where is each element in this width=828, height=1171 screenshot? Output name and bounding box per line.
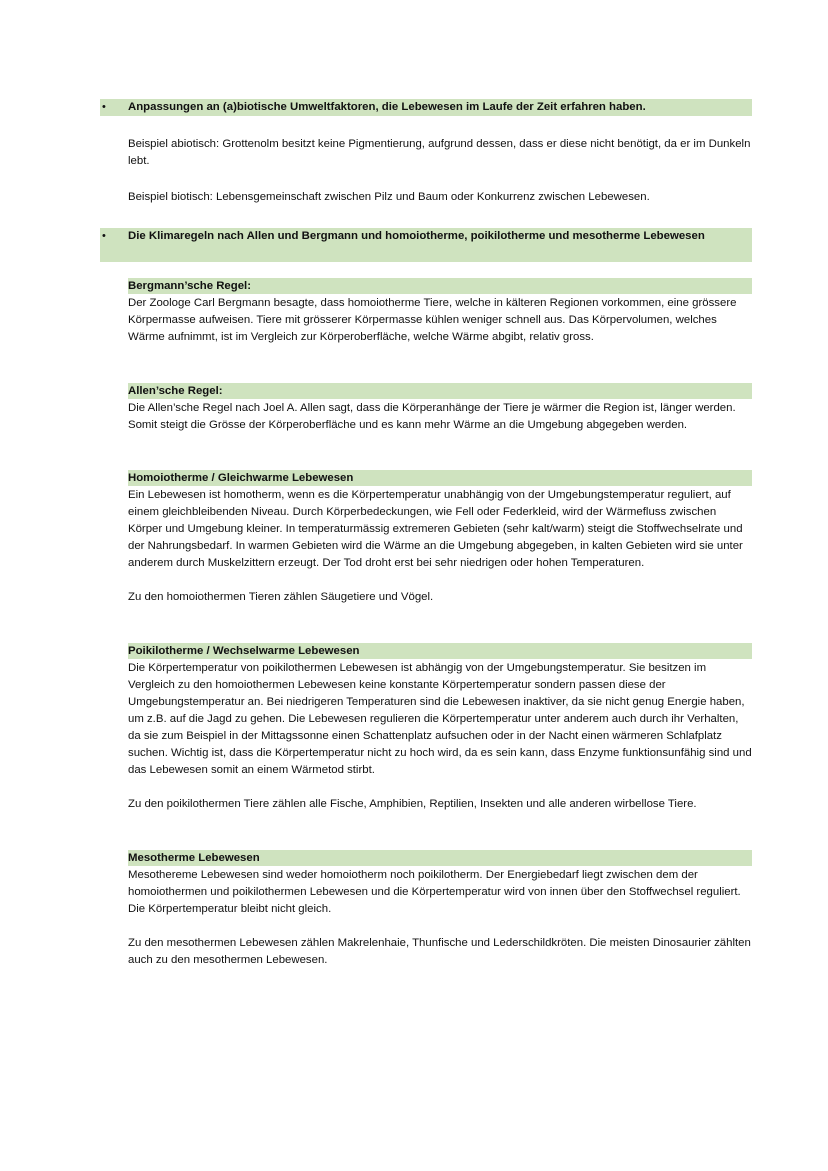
bullet-icon: • (102, 101, 106, 113)
section-heading-climate-rules (100, 228, 752, 245)
section-heading-adaptations (100, 99, 752, 116)
bullet-icon: • (102, 230, 106, 242)
paragraph-text: Die Körpertemperatur von poikilothermen Lebewesen ist abhängig von der Umgebungstemperatur. Sie besitzen im Vergleich zu den homoiothermen Lebewesen keine konstante Körpertemperatur sondern passen diese der Umgebungstemperatur an. Bei niedrigeren Temperaturen sind die Lebewesen inaktiver, da sie nicht genug Energie haben, um z.B. auf die Jagd zu gehen. Die Lebewesen regulieren die Körpertemperatur unter anderem auch durch ihr Verhalten, da sie zum Beispiel in der Mittagssonne einen Schattenplatz aufsuchen oder in der Nacht einen wärmeren Schlafplatz suchen. Wichtig ist, dass die Körpertemperatur nicht zu hoch wird, da es sein kann, dass Enzyme funktionsunfähig sind und das Lebewesen somit an einem Wärmetod stirbt. (128, 662, 752, 776)
paragraph-biotic-example (128, 189, 752, 206)
paragraph-abiotic-example (128, 136, 752, 170)
paragraph-examples: Zu den poikilothermen Tiere zählen alle Fische, Amphibien, Reptilien, Insekten und alle anderen wirbellose Tiere. (128, 798, 697, 810)
section-homoiotherm (128, 470, 752, 606)
subheading-homoiotherm: Homoiotherme / Gleichwarme Lebewesen (128, 470, 752, 486)
section-mesotherm (128, 850, 752, 969)
heading-text: Anpassungen an (a)biotische Umweltfaktoren, die Lebewesen im Laufe der Zeit erfahren haben. (128, 101, 646, 113)
section-poikilotherm (128, 643, 752, 813)
paragraph-text: Beispiel abiotisch: Grottenolm besitzt keine Pigmentierung, aufgrund dessen, dass er diese nicht benötigt, da er im Dunkeln lebt. (128, 138, 751, 167)
paragraph-text: Der Zoologe Carl Bergmann besagte, dass homoiotherme Tiere, welche in kälteren Regionen vorkommen, eine grössere Körpermasse aufweisen. Tiere mit grösserer Körpermasse kühlen weniger schnell aus. Das Körpervolumen, welches Wärme aufnimmt, ist im Vergleich zur Körperoberfläche, welche Wärme abgibt, relativ gross. (128, 297, 737, 343)
section-bergmann-rule (128, 278, 752, 346)
paragraph-text: Ein Lebewesen ist homotherm, wenn es die Körpertemperatur unabhängig von der Umgebungstemperatur reguliert, auf einem gleichbleibenden Niveau. Durch Körperbedeckungen, wie Fell oder Federkleid, wird der Wärmefluss zwischen Körper und Umgebung kleiner. In temperaturmässig extremeren Gebieten (sehr kalt/warm) steigt die Stoffwechselrate und der Nahrungsbedarf. In warmen Gebieten wird die Wärme an die Umgebung abgegeben, in kalten Gebieten wird sie unter anderem durch Muskelzittern erzeugt. Der Tod droht erst bei sehr niedrigen oder hohen Temperaturen. (128, 489, 743, 569)
heading-text: Die Klimaregeln nach Allen und Bergmann und homoiotherme, poikilotherme und mesotherme Lebewesen (128, 230, 705, 242)
paragraph-text: Die Allen’sche Regel nach Joel A. Allen sagt, dass die Körperanhänge der Tiere je wärmer die Region ist, länger werden. Somit steigt die Grösse der Körperoberfläche und es kann mehr Wärme an die Umgebung abgegeben werden. (128, 402, 736, 431)
subheading-allen: Allen’sche Regel: (128, 383, 752, 399)
paragraph-text: Beispiel biotisch: Lebensgemeinschaft zwischen Pilz und Baum oder Konkurrenz zwischen Lebewesen. (128, 191, 650, 203)
subheading-bergmann: Bergmann’sche Regel: (128, 278, 752, 294)
section-allen-rule (128, 383, 752, 434)
paragraph-text: Mesothereme Lebewesen sind weder homoiotherm noch poikilotherm. Der Energiebedarf liegt zwischen dem der homoiothermen und poikilothermen Lebewesen und die Körpertemperatur wird von innen über den Stoffwechsel reguliert. Die Körpertemperatur bleibt nicht gleich. (128, 869, 741, 915)
paragraph-examples: Zu den mesothermen Lebewesen zählen Makrelenhaie, Thunfische und Lederschildkröten. Die meisten Dinosaurier zählten auch zu den mesothermen Lebewesen. (128, 937, 751, 966)
subheading-mesotherm: Mesotherme Lebewesen (128, 850, 752, 866)
subheading-poikilotherm: Poikilotherme / Wechselwarme Lebewesen (128, 643, 752, 659)
paragraph-examples: Zu den homoiothermen Tieren zählen Säugetiere und Vögel. (128, 591, 434, 603)
